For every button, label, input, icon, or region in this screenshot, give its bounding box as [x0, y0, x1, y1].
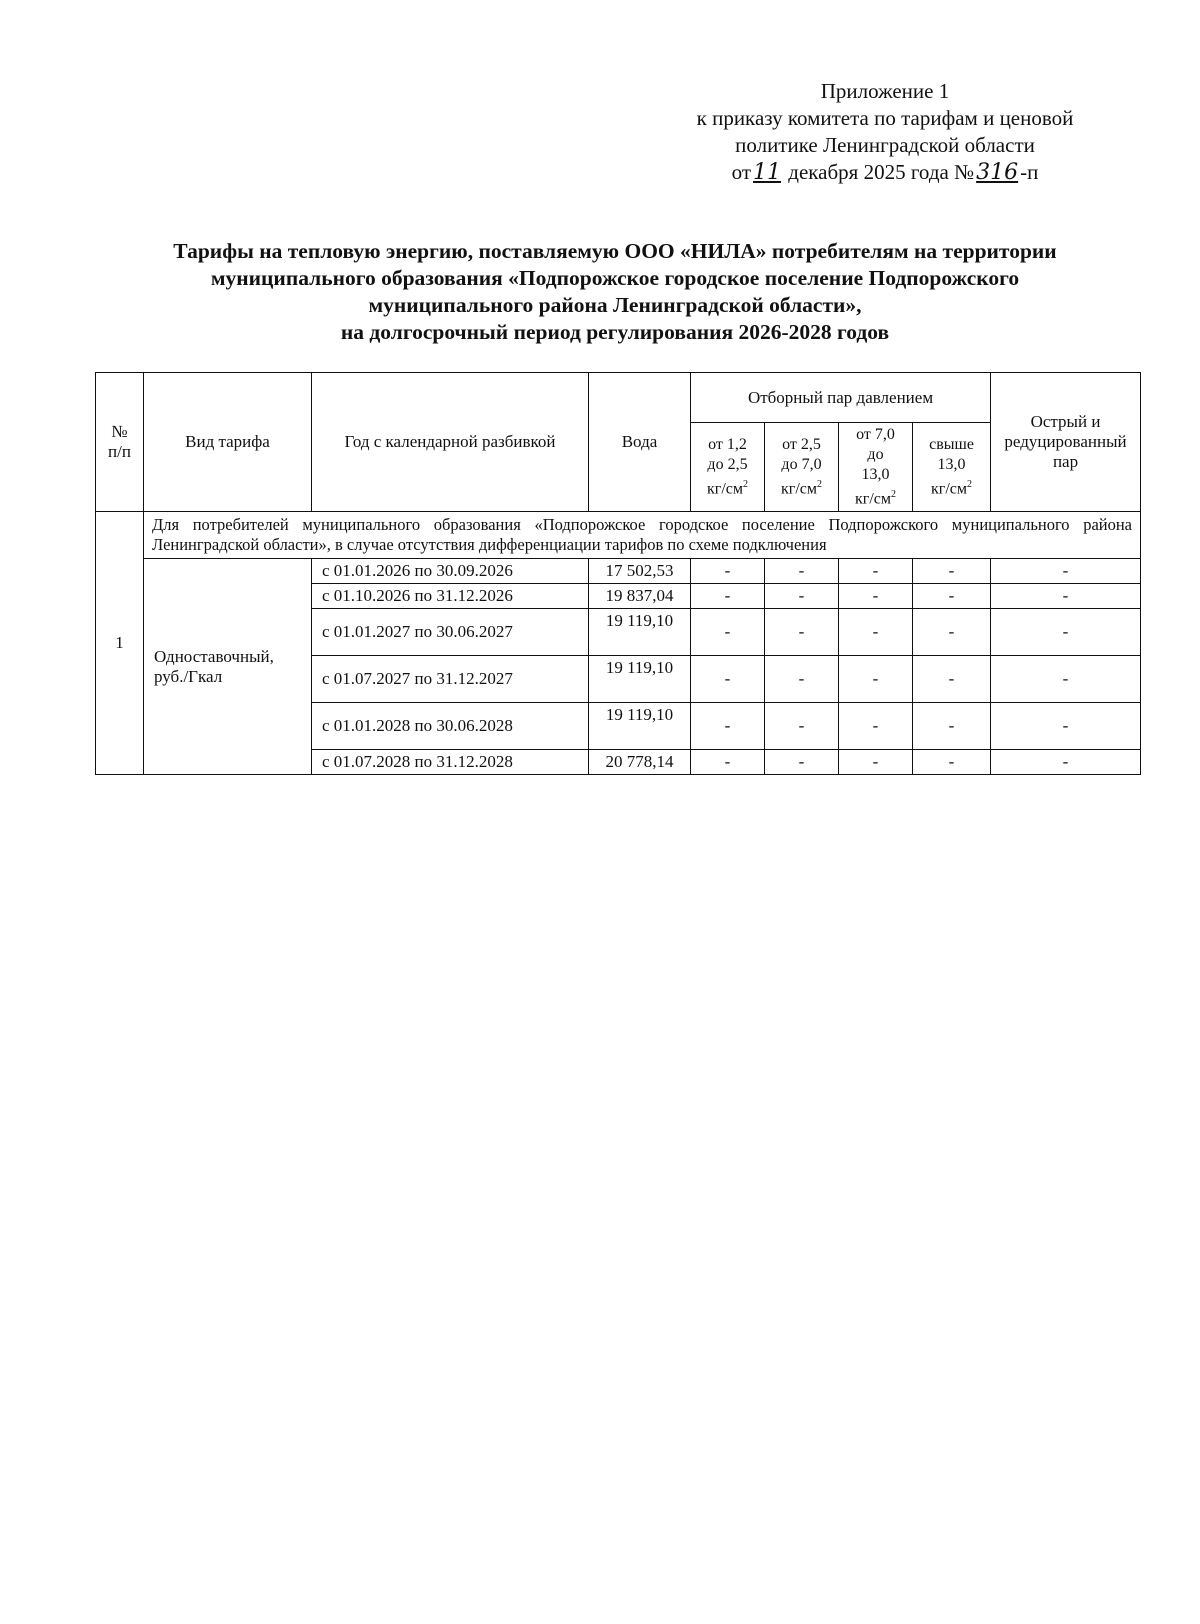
period-cell: с 01.01.2028 по 30.06.2028: [312, 703, 589, 750]
date-middle: декабря 2025 года №: [788, 160, 975, 184]
dash-cell: -: [991, 609, 1141, 656]
header-year: Год с календарной разбивкой: [312, 373, 589, 512]
tariff-type-cell: Одноставочный, руб./Гкал: [144, 559, 312, 775]
dash-cell: -: [691, 609, 765, 656]
tariff-table: [95, 372, 1141, 775]
header-pressure-1: от 1,2 до 2,5 $кг/см^2$: [691, 423, 765, 512]
header-pressure-2: от 2,5 до 7,0 $кг/см^2$: [765, 423, 839, 512]
water-value: 19 119,10: [589, 656, 691, 703]
dash-cell: -: [765, 703, 839, 750]
dash-cell: -: [691, 750, 765, 775]
dash-cell: -: [691, 703, 765, 750]
handwritten-number: 316: [976, 160, 1019, 185]
appendix-line-1: Приложение 1: [820, 79, 950, 103]
handwritten-day: 11: [753, 160, 782, 185]
group-note: Для потребителей муниципального образования «Подпорожское городское поселение Подпорожского муниципального района Ленинградской области», в случае отсутствия дифференциации тарифов по схеме подключения: [144, 512, 1141, 559]
document-title: [95, 238, 1135, 346]
row-number: 1: [96, 512, 144, 775]
dash-cell: -: [839, 750, 913, 775]
water-value: 20 778,14: [589, 750, 691, 775]
appendix-line-3: политике Ленинградской области: [735, 133, 1035, 157]
header-pressure-4: свыше 13,0 $кг/см^2$: [913, 423, 991, 512]
dash-cell: -: [765, 750, 839, 775]
dash-cell: -: [991, 584, 1141, 609]
header-sharp-steam: Острый и редуцированный пар: [991, 373, 1141, 512]
dash-cell: -: [765, 559, 839, 584]
header-pressure-3: от 7,0 до 13,0 $кг/см^2$: [839, 423, 913, 512]
period-cell: с 01.01.2026 по 30.09.2026: [312, 559, 589, 584]
dash-cell: -: [913, 584, 991, 609]
water-value: 19 119,10: [589, 703, 691, 750]
period-cell: с 01.07.2027 по 31.12.2027: [312, 656, 589, 703]
date-prefix: от: [731, 160, 752, 184]
dash-cell: -: [839, 559, 913, 584]
number-suffix: -п: [1020, 160, 1039, 184]
dash-cell: -: [913, 703, 991, 750]
dash-cell: -: [765, 584, 839, 609]
dash-cell: -: [991, 703, 1141, 750]
title-line-3: муниципального района Ленинградской области»,: [368, 293, 862, 317]
dash-cell: -: [839, 656, 913, 703]
dash-cell: -: [765, 609, 839, 656]
dash-cell: -: [839, 703, 913, 750]
title-line-4: на долгосрочный период регулирования 2026-2028 годов: [340, 320, 890, 344]
dash-cell: -: [913, 559, 991, 584]
header-tariff-type: Вид тарифа: [144, 373, 312, 512]
period-cell: с 01.07.2028 по 31.12.2028: [312, 750, 589, 775]
dash-cell: -: [765, 656, 839, 703]
appendix-line-2: к приказу комитета по тарифам и ценовой: [696, 106, 1074, 130]
header-selected-steam: Отборный пар давлением: [691, 373, 991, 423]
water-value: 19 837,04: [589, 584, 691, 609]
dash-cell: -: [691, 656, 765, 703]
appendix-date-line: [650, 159, 1120, 186]
dash-cell: -: [839, 609, 913, 656]
period-cell: с 01.10.2026 по 31.12.2026: [312, 584, 589, 609]
water-value: 17 502,53: [589, 559, 691, 584]
dash-cell: -: [991, 559, 1141, 584]
title-line-1: Тарифы на тепловую энергию, поставляемую ООО «НИЛА» потребителям на территории: [173, 239, 1057, 263]
appendix-header: [650, 78, 1120, 186]
header-number: № п/п: [96, 373, 144, 512]
title-line-2: муниципального образования «Подпорожское городское поселение Подпорожского: [210, 266, 1020, 290]
header-water: Вода: [589, 373, 691, 512]
water-value: 19 119,10: [589, 609, 691, 656]
period-cell: с 01.01.2027 по 30.06.2027: [312, 609, 589, 656]
dash-cell: -: [839, 584, 913, 609]
dash-cell: -: [913, 750, 991, 775]
dash-cell: -: [913, 609, 991, 656]
dash-cell: -: [691, 584, 765, 609]
dash-cell: -: [913, 656, 991, 703]
dash-cell: -: [991, 656, 1141, 703]
dash-cell: -: [691, 559, 765, 584]
dash-cell: -: [991, 750, 1141, 775]
table-row: [96, 559, 1141, 584]
